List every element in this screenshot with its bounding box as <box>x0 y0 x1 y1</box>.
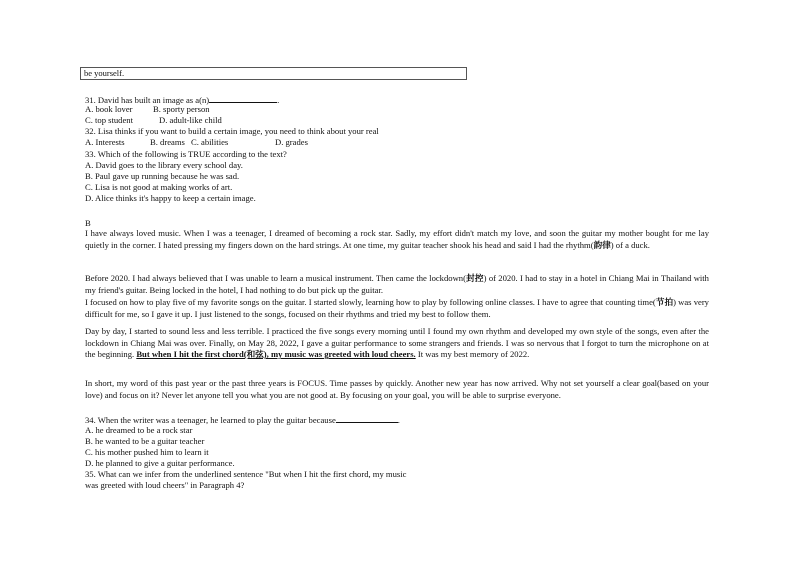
gloss: 韵律 <box>593 239 611 250</box>
question-35-line2: was greeted with loud cheers" in Paragraph 4? <box>85 480 245 490</box>
paragraph-2 <box>85 273 709 296</box>
paragraph-3 <box>85 297 709 320</box>
answer-box <box>80 67 467 80</box>
option-d: D. Alice thinks it's happy to keep a certain image. <box>85 193 256 203</box>
paragraph-4-text: Day by day, I started to sound less and less terrible. I practiced the five songs every morning until I found my own rhythm and developed my own style of the songs, even after the lockdown in Chiang Mai was over. Finally, on May 28, 2022, I gave a guitar performance to some strangers and friends. I was so nervous that I forgot to turn the microphone on at the beginning. <box>85 326 709 360</box>
question-34-stem: 34. When the writer was a teenager, he learned to play the guitar because <box>85 415 336 425</box>
answer-blank <box>209 94 277 103</box>
option-d: D. grades <box>275 137 308 147</box>
option-a: A. Interests <box>85 137 125 147</box>
question-32-options <box>85 137 308 147</box>
option-c: C. top student <box>85 115 133 125</box>
option-b: B. he wanted to be a guitar teacher <box>85 436 205 446</box>
paragraph-4-end: It was my best memory of 2022. <box>415 349 530 360</box>
question-34: 34. When the writer was a teenager, he learned to play the guitar because . <box>85 415 400 425</box>
question-31: 31. David has built an image as a(n) . <box>85 95 280 105</box>
option-a: A. he dreamed to be a rock star <box>85 425 193 435</box>
option-a: A. David goes to the library every school day. <box>85 160 243 170</box>
paragraph-3-text: I focused on how to play five of my favorite songs on the guitar. I started slowly, learning how to play by following online classes. I have to agree that counting time( <box>85 297 656 307</box>
paragraph-5: In short, my word of this past year or the past three years is FOCUS. Time passes by quickly. Another new year has now arrived. Why not set yourself a clear goal(based on your love) and focus on it? Never let anyone tell you what you are not good at. By focusing on your goal, you will be able to surprise everyone. <box>85 378 709 400</box>
gloss: 封控 <box>465 273 484 283</box>
paragraph-2-end: ) of 2020. I had to stay in a hotel in Chiang Mai in Thailand with my friend's guitar. Being locked in the hotel, I had nothing to do but pick up the guitar. <box>85 273 709 295</box>
paragraph-3-end: ) was very difficult for me, so I gave it up. I just listened to the songs, focused on their rhythms and tried my best to follow them. <box>85 297 709 319</box>
question-31-stem: 31. David has built an image as a(n) <box>85 95 210 105</box>
paragraph-1-text: I have always loved music. When I was a teenager, I dreamed of becoming a rock star. Sadly, my effort didn't match my love, and soon the guitar my mother bought for me lay quietly in the corner. I hated pressing my fingers down on the hard strings. At one time, my guitar teacher shook his head and said I had the rhythm( <box>85 228 709 250</box>
paragraph-4 <box>85 326 709 361</box>
option-c: C. abilities <box>191 137 229 147</box>
answer-blank <box>336 414 398 423</box>
option-c: C. his mother pushed him to learn it <box>85 447 209 457</box>
option-c: C. Lisa is not good at making works of art. <box>85 182 233 192</box>
underlined-sentence: But when I hit the first chord(和弦), my music was greeted with loud cheers. <box>136 349 416 360</box>
option-b: B. Paul gave up running because he was sad. <box>85 171 240 181</box>
question-31-options-row2 <box>85 115 222 125</box>
answer-box-text: be yourself. <box>84 68 125 78</box>
question-35-line1: 35. What can we infer from the underlined sentence "But when I hit the first chord, my music <box>85 469 407 479</box>
paragraph-1-end: ) of a duck. <box>610 239 650 250</box>
question-31-options-row1 <box>85 104 210 114</box>
question-32-stem: 32. Lisa thinks if you want to build a certain image, you need to think about your real <box>85 126 379 136</box>
option-b: B. sporty person <box>153 104 210 114</box>
gloss: 节拍 <box>655 297 674 307</box>
section-label: B <box>85 218 91 228</box>
paragraph-1 <box>85 228 709 251</box>
paragraph-2-text: Before 2020. I had always believed that I was unable to learn a musical instrument. Then came the lockdown( <box>85 273 466 283</box>
question-33-stem: 33. Which of the following is TRUE according to the text? <box>85 149 287 159</box>
option-b: B. dreams <box>150 137 185 147</box>
option-d: D. adult-like child <box>159 115 222 125</box>
option-a: A. book lover <box>85 104 133 114</box>
option-d: D. he planned to give a guitar performance. <box>85 458 235 468</box>
